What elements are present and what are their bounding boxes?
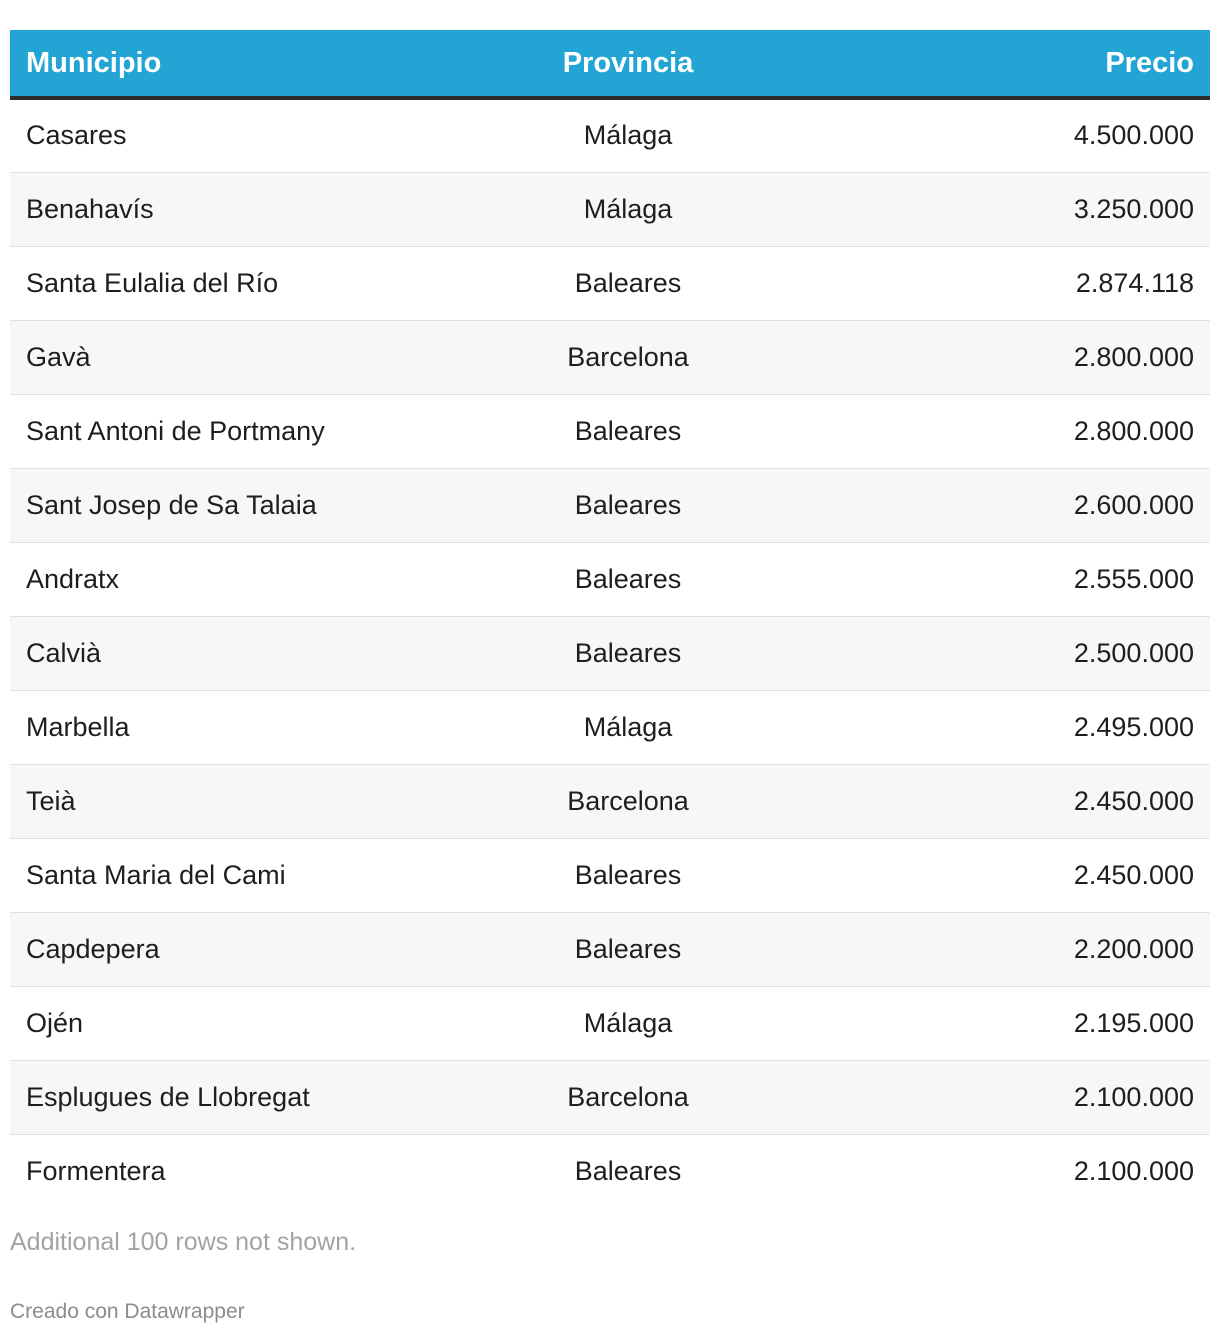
cell-precio: 2.100.000 — [1073, 1155, 1194, 1186]
cell-municipio: Casares — [10, 98, 442, 172]
data-table-container — [10, 30, 1210, 1208]
cell-precio: 2.495.000 — [814, 690, 1210, 764]
table-row — [10, 542, 1210, 616]
column-header-provincia[interactable]: Provincia — [442, 30, 814, 98]
cell-precio: 4.500.000 — [814, 98, 1210, 172]
cell-provincia: Málaga — [442, 690, 814, 764]
table-row — [10, 764, 1210, 838]
cell-precio: 3.250.000 — [814, 172, 1210, 246]
cell-municipio: Benahavís — [10, 172, 442, 246]
cell-provincia: Baleares — [442, 542, 814, 616]
table-row — [10, 98, 1210, 172]
header-row — [10, 30, 1210, 98]
cell-precio: 2.500.000 — [814, 616, 1210, 690]
cell-provincia: Baleares — [442, 838, 814, 912]
cell-precio: 2.800.000 — [814, 320, 1210, 394]
cell-precio: 2.100.000 — [814, 1060, 1210, 1134]
table-row — [10, 1060, 1210, 1134]
column-header-precio[interactable]: Precio — [814, 30, 1210, 98]
cell-provincia: Baleares — [442, 912, 814, 986]
table-row — [10, 912, 1210, 986]
cell-municipio: Ojén — [10, 986, 442, 1060]
cell-provincia: Barcelona — [442, 320, 814, 394]
cell-precio: 2.555.000 — [814, 542, 1210, 616]
table-row — [10, 172, 1210, 246]
table-header — [10, 30, 1210, 98]
cell-provincia: Baleares — [442, 468, 814, 542]
table-body — [10, 98, 1210, 1208]
cell-municipio: Capdepera — [10, 912, 442, 986]
cell-municipio: Formentera — [26, 1155, 166, 1186]
cell-municipio: Sant Josep de Sa Talaia — [10, 468, 442, 542]
cell-provincia: Baleares — [442, 394, 814, 468]
table-row — [10, 986, 1210, 1060]
table-row — [10, 468, 1210, 542]
cell-municipio: Santa Maria del Cami — [10, 838, 442, 912]
cell-provincia: Baleares — [442, 616, 814, 690]
cell-municipio: Andratx — [10, 542, 442, 616]
credit-line: Creado con Datawrapper — [10, 1300, 245, 1323]
cell-municipio: Esplugues de Llobregat — [10, 1060, 442, 1134]
cell-municipio: Teià — [10, 764, 442, 838]
price-table — [10, 30, 1210, 1208]
cell-municipio: Marbella — [10, 690, 442, 764]
cell-municipio: Gavà — [10, 320, 442, 394]
cell-municipio: Calvià — [10, 616, 442, 690]
cell-precio: 2.800.000 — [814, 394, 1210, 468]
cell-precio: 2.450.000 — [814, 764, 1210, 838]
table-row — [10, 1134, 1210, 1208]
cell-precio: 2.874.118 — [814, 246, 1210, 320]
cell-provincia: Málaga — [442, 98, 814, 172]
cell-provincia: Baleares — [574, 1155, 682, 1186]
cell-precio: 2.600.000 — [814, 468, 1210, 542]
table-row — [10, 838, 1210, 912]
table-row — [10, 690, 1210, 764]
cell-provincia: Baleares — [442, 246, 814, 320]
cell-provincia: Málaga — [442, 172, 814, 246]
cell-provincia: Málaga — [442, 986, 814, 1060]
table-row — [10, 320, 1210, 394]
cell-municipio: Sant Antoni de Portmany — [10, 394, 442, 468]
table-notes: Additional 100 rows not shown. — [10, 1228, 357, 1256]
cell-municipio: Santa Eulalia del Río — [10, 246, 442, 320]
table-row — [10, 394, 1210, 468]
cell-precio: 2.450.000 — [814, 838, 1210, 912]
table-row — [10, 616, 1210, 690]
cell-provincia: Barcelona — [442, 1060, 814, 1134]
table-row — [10, 246, 1210, 320]
cell-precio: 2.195.000 — [814, 986, 1210, 1060]
cell-precio: 2.200.000 — [814, 912, 1210, 986]
cell-provincia: Barcelona — [442, 764, 814, 838]
column-header-municipio[interactable]: Municipio — [10, 30, 442, 98]
